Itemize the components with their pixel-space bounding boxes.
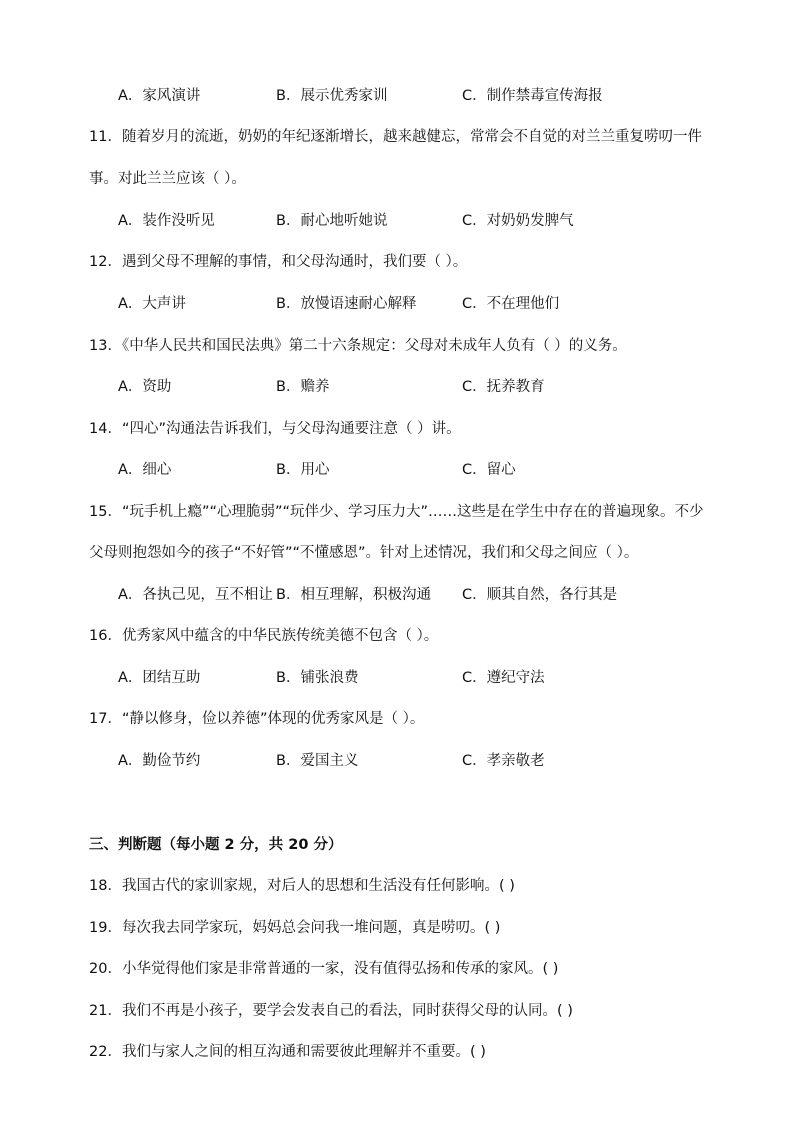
q15-option-a: A．各执己见，互不相让 [118, 587, 273, 603]
q14-option-a: A．细心 [118, 462, 172, 478]
q15-text-line1: 15．“玩手机上瘾”“心理脆弱”“玩伴少、学习压力大”……这些是在学生中存在的普遍现象。不少 [89, 504, 704, 520]
q13-text: 13．《中华人民共和国民法典》第二十六条规定：父母对未成年人负有（ ）的义务。 [89, 338, 627, 354]
q12-option-c: C．不在理他们 [462, 296, 560, 312]
q17-text: 17．“静以修身，俭以养德”体现的优秀家风是（ ）。 [89, 711, 425, 727]
q14-text: 14．“四心”沟通法告诉我们，与父母沟通要注意（ ）讲。 [89, 421, 461, 437]
q17-option-c: C．孝亲敬老 [462, 753, 545, 769]
q14-option-c: C．留心 [462, 462, 516, 478]
q17-option-a: A．勤俭节约 [118, 753, 201, 769]
section-title-judgement: 三、判断题（每小题 2 分，共 20 分） [89, 837, 343, 853]
q15-text-line2: 父母则抱怨如今的孩子“不好管”“不懂感恩”。针对上述情况，我们和父母之间应（ ）。 [89, 545, 639, 561]
judgement-q20: 20．小华觉得他们家是非常普通的一家，没有值得弘扬和传承的家风。( ) [89, 961, 559, 977]
judgement-q21: 21．我们不再是小孩子，要学会发表自己的看法，同时获得父母的认同。( ) [89, 1003, 573, 1019]
judgement-q19: 19．每次我去同学家玩，妈妈总会问我一堆问题，真是唠叨。( ) [89, 920, 501, 936]
q11-option-a: A．装作没听见 [118, 213, 215, 229]
q16-option-b: B．铺张浪费 [276, 670, 359, 686]
q10-option-a: A．家风演讲 [118, 88, 201, 104]
q13-option-b: B．赡养 [276, 379, 330, 395]
q10-option-c: C．制作禁毒宣传海报 [462, 88, 603, 104]
q16-option-a: A．团结互助 [118, 670, 201, 686]
q15-option-c: C．顺其自然，各行其是 [462, 587, 618, 603]
judgement-q18: 18．我国古代的家训家规，对后人的思想和生活没有任何影响。( ) [89, 878, 515, 894]
judgement-q22: 22．我们与家人之间的相互沟通和需要彼此理解并不重要。( ) [89, 1044, 486, 1060]
q16-text: 16．优秀家风中蕴含的中华民族传统美德不包含（ ）。 [89, 628, 439, 644]
q17-option-b: B．爱国主义 [276, 753, 359, 769]
q12-option-b: B．放慢语速耐心解释 [276, 296, 417, 312]
q14-option-b: B．用心 [276, 462, 330, 478]
q16-option-c: C．遵纪守法 [462, 670, 545, 686]
q12-text: 12．遇到父母不理解的事情，和父母沟通时，我们要（ ）。 [89, 254, 468, 270]
q12-option-a: A．大声讲 [118, 296, 186, 312]
q11-option-c: C．对奶奶发脾气 [462, 213, 574, 229]
q10-option-b: B．展示优秀家训 [276, 88, 388, 104]
q15-option-b: B．相互理解，积极沟通 [276, 587, 431, 603]
q11-text-line2: 事。对此兰兰应该（ ）。 [89, 171, 246, 187]
q11-text-line1: 11．随着岁月的流逝，奶奶的年纪逐渐增长，越来越健忘，常常会不自觉的对兰兰重复唠叨一件 [89, 129, 702, 145]
q11-option-b: B．耐心地听她说 [276, 213, 388, 229]
q13-option-c: C．抚养教育 [462, 379, 545, 395]
q13-option-a: A．资助 [118, 379, 172, 395]
